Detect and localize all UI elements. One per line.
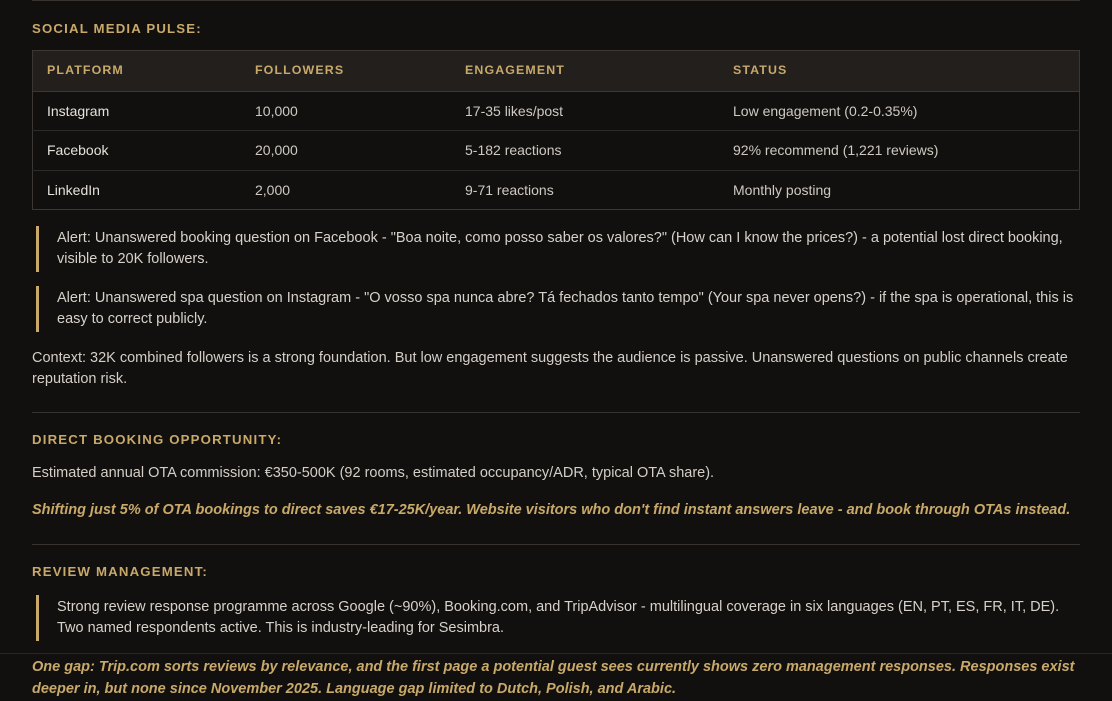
cell-followers: 20,000 bbox=[241, 131, 451, 170]
direct-booking-emphasis: Shifting just 5% of OTA bookings to direct saves €17-25K/year. Website visitors who don't find instant answers leave - and book through OTAs instead. bbox=[32, 502, 1071, 519]
column-header-platform: PLATFORM bbox=[33, 51, 242, 92]
cell-followers: 2,000 bbox=[255, 181, 291, 198]
cell-platform: Facebook bbox=[33, 131, 242, 170]
table-body bbox=[33, 92, 1080, 210]
alert-callout-instagram: Alert: Unanswered spa question on Instagram - "O vosso spa nunca abre? Tá fechados tanto tempo" (Your spa never opens?) - if the spa is operational, this is easy to correct publicly. bbox=[36, 286, 1080, 332]
table-header bbox=[33, 51, 1080, 92]
cell-engagement: 9-71 reactions bbox=[465, 181, 554, 198]
table-row bbox=[33, 170, 1080, 209]
cell-platform: Instagram bbox=[33, 92, 242, 131]
column-header-engagement: ENGAGEMENT bbox=[451, 51, 719, 92]
cell-followers: 10,000 bbox=[241, 92, 451, 131]
cell-status: Monthly posting bbox=[733, 181, 832, 198]
section-heading-review-management: REVIEW MANAGEMENT: bbox=[32, 564, 208, 580]
cell-engagement: 17-35 likes/post bbox=[451, 92, 719, 131]
top-divider bbox=[32, 0, 1080, 2]
section-heading-social: SOCIAL MEDIA PULSE: bbox=[32, 21, 202, 36]
column-header-followers: FOLLOWERS bbox=[241, 51, 451, 92]
table-row bbox=[33, 131, 1080, 170]
alert-callout-facebook: Alert: Unanswered booking question on Facebook - "Boa noite, como posso saber os valores?" (How can I know the prices?) - a potential lost direct booking, visible to 20K followers. bbox=[36, 226, 1080, 272]
section-divider-2 bbox=[32, 544, 1080, 545]
review-management-callout: Strong review response programme across Google (~90%), Booking.com, and TripAdvisor - multilingual coverage in six languages (EN, PT, ES, FR, IT, DE). Two named respondents active. This is industry-leading for Sesimbra. bbox=[36, 595, 1080, 641]
review-management-gap: One gap: Trip.com sorts reviews by relevance, and the first page a potential guest sees currently shows zero management responses. Responses exist deeper in, but none since November 2025. Language gap limited to Dutch, Polish, and Arabic. bbox=[32, 659, 1075, 697]
section-divider-1 bbox=[32, 412, 1080, 413]
direct-booking-estimate: Estimated annual OTA commission: €350-500K (92 rooms, estimated occupancy/ADR, typical OTA share). bbox=[32, 465, 715, 482]
column-header-status: STATUS bbox=[719, 51, 1080, 92]
table-row bbox=[33, 92, 1080, 131]
cell-engagement: 5-182 reactions bbox=[451, 131, 719, 170]
table-header-row bbox=[33, 51, 1080, 92]
social-context-paragraph: Context: 32K combined followers is a strong foundation. But low engagement suggests the audience is passive. Unanswered questions on public channels create reputation risk. bbox=[32, 350, 1068, 388]
cell-status: Low engagement (0.2-0.35%) bbox=[719, 92, 1080, 131]
bottom-divider bbox=[0, 653, 1112, 654]
cell-platform: LinkedIn bbox=[47, 181, 100, 198]
social-media-table bbox=[32, 50, 1080, 210]
cell-status: 92% recommend (1,221 reviews) bbox=[719, 131, 1080, 170]
section-heading-direct-booking: DIRECT BOOKING OPPORTUNITY: bbox=[32, 432, 283, 448]
